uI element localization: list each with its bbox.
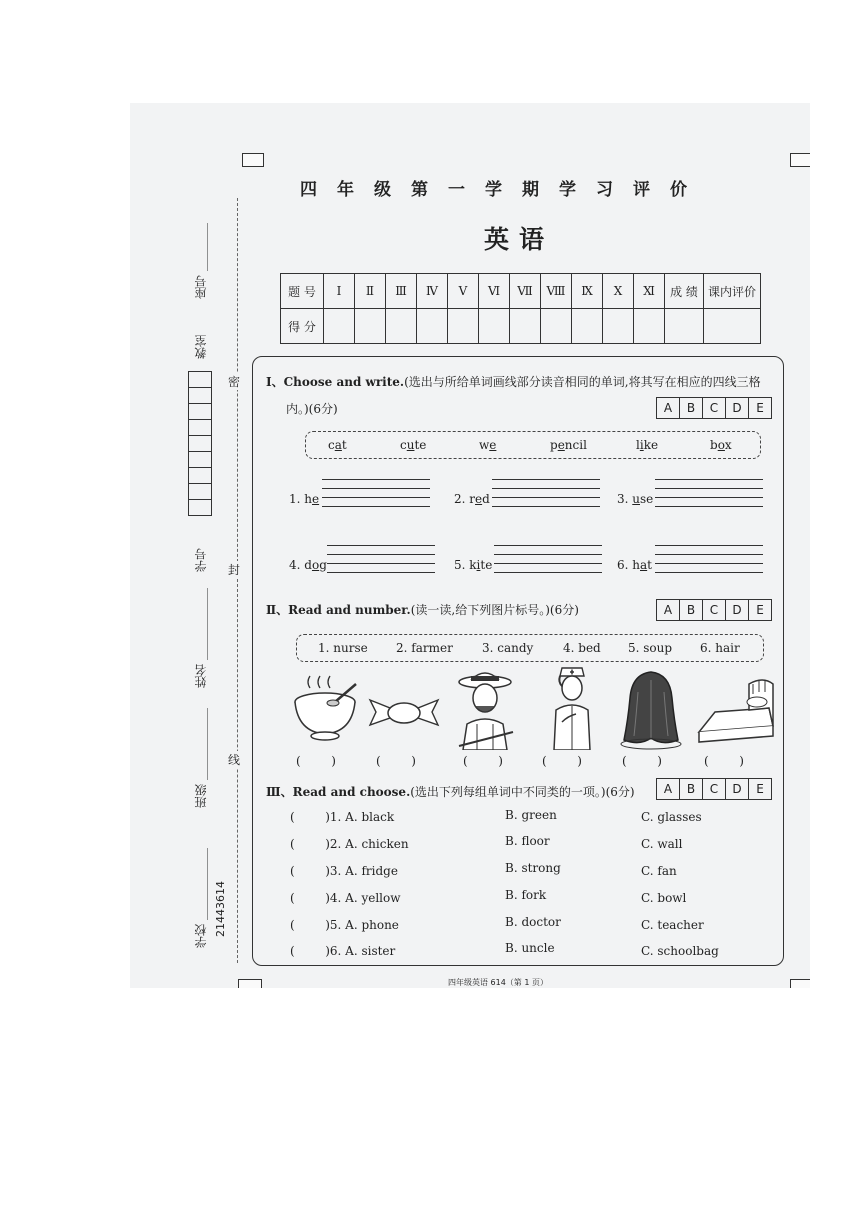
section1-word: pencil: [550, 438, 587, 452]
section1-word: cat: [328, 438, 347, 452]
choice-item-b: B. floor: [505, 834, 550, 848]
grade-box[interactable]: E: [748, 778, 772, 800]
choice-item-b: B. strong: [505, 861, 561, 875]
picture-answer-blank[interactable]: ( ): [463, 754, 503, 768]
section1-instruction2: 内。)(6分): [286, 402, 338, 416]
score-table-cell: Ⅴ: [448, 274, 479, 309]
binding-mi: 密: [228, 375, 241, 389]
grade-box[interactable]: B: [679, 397, 703, 419]
picture-answer-blank[interactable]: ( ): [376, 754, 416, 768]
classroom-text: 教室: [194, 335, 208, 359]
score-table-header-row: [281, 274, 761, 309]
choice-item-c: C. bowl: [641, 891, 687, 905]
score-table: [280, 273, 761, 344]
section2-word: 5. soup: [628, 641, 673, 655]
bed-icon: [695, 678, 777, 748]
section2-grade-boxes: [657, 599, 772, 621]
grade-box[interactable]: B: [679, 778, 703, 800]
class-label: [192, 708, 209, 808]
grade-box[interactable]: D: [725, 778, 749, 800]
choice-item-a: ( )3. A. fridge: [290, 864, 398, 878]
binding-feng: 封: [228, 563, 241, 577]
score-table-cell: Ⅸ: [572, 274, 603, 309]
score-cell[interactable]: [603, 309, 634, 344]
score-table-cell: Ⅵ: [479, 274, 510, 309]
writing-lines[interactable]: [492, 479, 600, 515]
grade-box[interactable]: A: [656, 778, 680, 800]
writing-lines[interactable]: [327, 545, 435, 581]
section1-heading: Ⅰ、Choose and write.: [266, 375, 405, 389]
grade-box[interactable]: E: [748, 599, 772, 621]
section1-question: 2. red: [454, 492, 490, 506]
section2-instruction: (读一读,给下列图片标号。)(6分): [410, 603, 579, 617]
answer-blank[interactable]: (: [290, 891, 326, 905]
grade-box[interactable]: D: [725, 599, 749, 621]
choice-item-b: B. uncle: [505, 941, 555, 955]
score-cell[interactable]: [572, 309, 603, 344]
answer-blank[interactable]: (: [290, 864, 326, 878]
answer-blank[interactable]: (: [290, 810, 326, 824]
score-table-cell: 题 号: [281, 274, 324, 309]
page-footer: 四年级英语 614（第 1 页）: [448, 978, 548, 987]
section1-grade-boxes: [657, 397, 772, 419]
class-text: 班级: [194, 783, 208, 808]
choice-item-c: C. fan: [641, 864, 677, 878]
score-table-cell: 课内评价: [704, 274, 761, 309]
section3-title: [266, 783, 635, 800]
section1-question: 1. he: [289, 492, 320, 506]
section1-question: 3. use: [617, 492, 654, 506]
choice-item-a: ( )4. A. yellow: [290, 891, 401, 905]
name-blank[interactable]: ____________: [194, 588, 208, 660]
score-table-score-row: [281, 309, 761, 344]
score-cell[interactable]: [355, 309, 386, 344]
score-cell[interactable]: [324, 309, 355, 344]
score-cell[interactable]: [704, 309, 761, 344]
section1-question: 4. dog: [289, 558, 327, 572]
grade-box[interactable]: D: [725, 397, 749, 419]
school-label: [192, 848, 209, 948]
score-table-cell: Ⅳ: [417, 274, 448, 309]
school-blank[interactable]: ____________: [194, 848, 208, 920]
score-cell[interactable]: [448, 309, 479, 344]
grade-box[interactable]: C: [702, 599, 726, 621]
section1-word-box: [305, 431, 761, 459]
section1-word: box: [710, 438, 732, 452]
choice-item-b: B. green: [505, 808, 557, 822]
student-number-text: 学号: [194, 548, 208, 572]
writing-lines[interactable]: [655, 545, 763, 581]
section3-grade-boxes: [657, 778, 772, 800]
grade-box[interactable]: C: [702, 778, 726, 800]
soup-bowl-icon: [290, 670, 360, 745]
paper-code: 21443614: [214, 881, 227, 937]
section2-word: 1. nurse: [318, 641, 368, 655]
binding-xian: 线: [228, 753, 241, 767]
picture-answer-blank[interactable]: ( ): [296, 754, 336, 768]
score-cell[interactable]: [634, 309, 665, 344]
score-table-cell: Ⅹ: [603, 274, 634, 309]
grade-box[interactable]: E: [748, 397, 772, 419]
student-number-boxes[interactable]: [188, 371, 212, 516]
section2-word: 2. farmer: [396, 641, 453, 655]
section1-instruction-line2: [286, 400, 338, 417]
score-cell[interactable]: [479, 309, 510, 344]
score-table-cell: Ⅺ: [634, 274, 665, 309]
score-cell[interactable]: [386, 309, 417, 344]
score-cell[interactable]: [417, 309, 448, 344]
exam-title: 四年级第一学期学习评价: [300, 180, 707, 200]
hair-icon: [620, 668, 682, 750]
section1-word: cute: [400, 438, 427, 452]
subject-title: 英语: [484, 225, 555, 254]
section2-title: [266, 601, 579, 618]
corner-mark-bottom-left: [238, 979, 262, 988]
section1-question: 6. hat: [617, 558, 652, 572]
name-label: [192, 588, 209, 688]
writing-lines[interactable]: [655, 479, 763, 515]
answer-blank[interactable]: (: [290, 918, 326, 932]
choice-item-a: ( )6. A. sister: [290, 944, 396, 958]
score-table-row-label: 得 分: [281, 309, 324, 344]
score-table-cell: Ⅶ: [510, 274, 541, 309]
score-cell[interactable]: [510, 309, 541, 344]
grade-box[interactable]: A: [656, 599, 680, 621]
section3-heading: Ⅲ、Read and choose.: [266, 785, 411, 799]
grade-box[interactable]: A: [656, 397, 680, 419]
choice-item-c: C. glasses: [641, 810, 702, 824]
school-text: 学校: [194, 923, 208, 948]
farmer-icon: [455, 668, 515, 750]
name-text: 姓名: [194, 663, 208, 688]
choice-item-c: C. teacher: [641, 918, 704, 932]
section1-word: like: [636, 438, 659, 452]
score-table-cell: 成 绩: [665, 274, 704, 309]
score-table-cell: Ⅰ: [324, 274, 355, 309]
section2-word: 6. hair: [700, 641, 740, 655]
grade-box[interactable]: C: [702, 397, 726, 419]
choice-item-a: ( )1. A. black: [290, 810, 395, 824]
binding-dashed-line: [237, 198, 238, 963]
answer-blank[interactable]: (: [290, 944, 326, 958]
section1-word: we: [479, 438, 497, 452]
section1-instruction: (选出与所给单词画线部分读音相同的单词,将其写在相应的四线三格: [404, 375, 761, 389]
score-cell[interactable]: [665, 309, 704, 344]
exam-paper: [130, 103, 810, 988]
section1-question: 5. kite: [454, 558, 493, 572]
grade-box[interactable]: B: [679, 599, 703, 621]
score-table-cell: Ⅲ: [386, 274, 417, 309]
section1-title: [266, 373, 761, 390]
class-blank[interactable]: ____________: [194, 708, 208, 780]
writing-lines[interactable]: [494, 545, 602, 581]
choice-item-a: ( )5. A. phone: [290, 918, 399, 932]
choice-item-c: C. schoolbag: [641, 944, 719, 958]
score-table-cell: Ⅱ: [355, 274, 386, 309]
section2-word: 4. bed: [563, 641, 601, 655]
score-table-cell: Ⅷ: [541, 274, 572, 309]
section3-instruction: (选出下列每组单词中不同类的一项。)(6分): [410, 785, 635, 799]
section2-word: 3. candy: [482, 641, 534, 655]
corner-mark-top-left: [242, 153, 264, 167]
picture-answer-blank[interactable]: ( ): [704, 754, 744, 768]
choice-item-b: B. doctor: [505, 915, 561, 929]
picture-answer-blank[interactable]: ( ): [622, 754, 662, 768]
seat-number-text: 座号: [194, 274, 208, 299]
choice-item-c: C. wall: [641, 837, 683, 851]
section2-heading: Ⅱ、Read and number.: [266, 603, 411, 617]
corner-mark-top-right: [790, 153, 810, 167]
answer-blank[interactable]: (: [290, 837, 326, 851]
nurse-icon: [548, 666, 596, 750]
score-cell[interactable]: [541, 309, 572, 344]
seat-number-label: [192, 223, 209, 299]
writing-lines[interactable]: [322, 479, 430, 515]
corner-mark-bottom-right: [790, 979, 810, 988]
choice-item-a: ( )2. A. chicken: [290, 837, 409, 851]
candy-icon: [368, 695, 440, 729]
choice-item-b: B. fork: [505, 888, 547, 902]
seat-number-blank[interactable]: ________: [194, 223, 208, 271]
classroom-label: [192, 335, 209, 359]
picture-answer-blank[interactable]: ( ): [542, 754, 582, 768]
student-number-label: [192, 548, 209, 572]
